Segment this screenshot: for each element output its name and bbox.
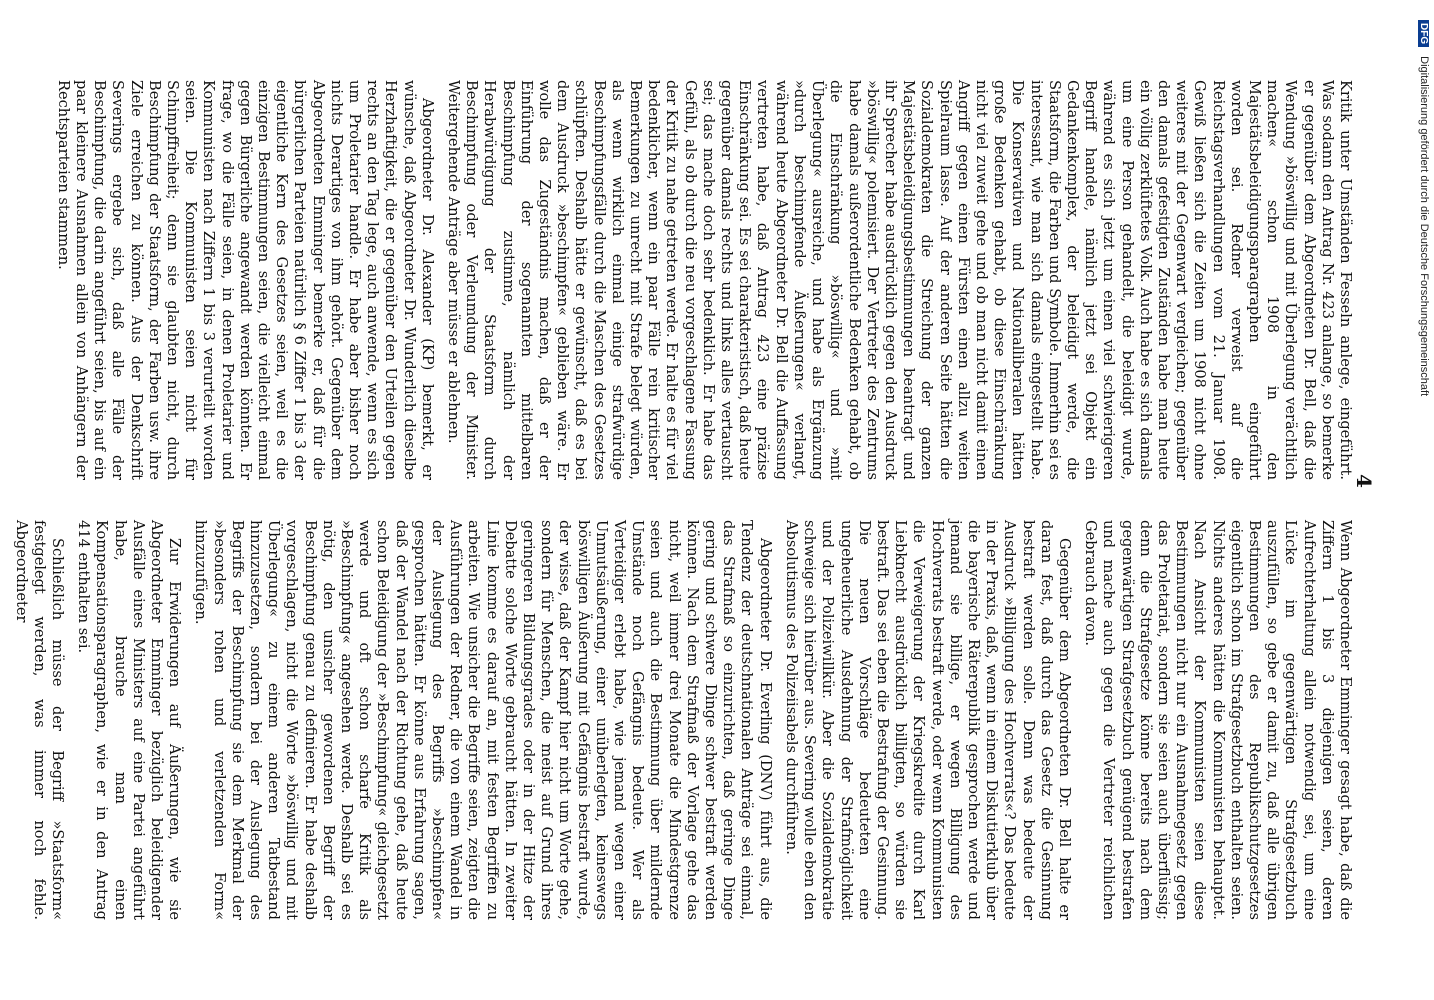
paragraph: Schließlich müsse der Begriff »Staatsform« festgelegt werden, was immer noch fehle. Abgeordneter (12, 520, 66, 920)
left-column (46, 80, 1354, 480)
paragraph: Wenn Abgeordneter Emminger gesagt habe, daß die Ziffern 1 bis 3 diejenigen seien, deren Aufrechterhaltung allein notwendig sei, um eine Lücke im gegenwärtigen Strafgesetzbuch auszufüllen, so gebe er damit zu, daß alle übrigen Bestimmungen des Republikschutzgesetzes eigentlich schon im Strafgesetzbuch enthalten seien. Nichts anderes hätten die Kommunisten behauptet. Nach Ansicht der Kommunisten seien diese Bestimmungen nicht nur ein Ausnahmegesetz gegen das Proletariat, sondern sie seien auch überflüssig; denn die Strafgesetze könne bereits nach dem gegenwärtigen Strafgesetzbuch genügend bestrafen und mache auch gegen die Vertreter reichlichen Gebrauch davon. (1082, 520, 1354, 920)
dfg-logo: DFG (1418, 20, 1429, 47)
document-page (12, 80, 1376, 920)
right-column (3, 520, 1354, 920)
paragraph: Abgeordneter Dr. Everling (DNV) führt aus, die Tendenz der deutschnationalen Anträge sei einmal, das Strafmaß so einzurichten, daß geringe Dinge gering und schwere Dinge schwer bestraft werden können. Nach dem Strafmaß der Vorlage gehe das nicht, weil immer drei Monate die Mindestgrenze seien und auch die Bestimmung über mildernde Umstände noch Gefängnis bedeute. Wer als Verteidiger erlebt habe, wie jemand wegen einer Unmutsäußerung, einer unüberlegten, keineswegs böswilligen Äußerung mit Gefängnis bestraft wurde, der wisse, daß der Kampf hier nicht um Worte gehe, sondern für Menschen, die meist auf Grund ihres geringeren Bildungsgrades oder in der Hitze der Debatte solche Worte gebraucht hätten. In zweiter Linie komme es darauf an, mit festen Begriffen zu arbeiten. Wie unsicher die Begriffe seien, zeigten die Ausführungen der Redner, die von einem Wandel in der Auslegung des Begriffs »beschimpfen« gesprochen hätten. Er könne aus Erfahrung sagen, daß der Wandel nach der Richtung gehe, daß heute schon Beleidigung der »Beschimpfung« gleichgesetzt werde und oft schon scharfe Kritik als »Beschimpfung« angesehen werde. Deshalb sei es nötig, den unsicher gewordenen Begriff der Beschimpfung genau zu definieren. Er habe deshalb vorgeschlagen, nicht die Worte »böswillig und mit Überlegung« zu einem anderen Tatbestand hinzuzusetzen, sondern bei der Auslegung des Begriffs der Beschimpfung sie dem Merkmal der »besonders rohen und verletzenden Form« hinzuzufügen. (192, 520, 774, 920)
paragraph: Abgeordneter Dr. Alexander (KP) bemerkt, er wünsche, daß Abgeordneter Dr. Wunderlich dieselbe Herzhaftigkeit, die er gegenüber den Urteilen gegen rechts an den Tag lege, auch anwende, wenn es sich um Proletarier handle. Er habe aber bisher noch nichts Derartiges von ihm gehört. Gegenüber dem Abgeordneten Emminger bemerke er, daß für die bürgerlichen Parteien natürlich § 6 Ziffer 1 bis 3 der eigentliche Kern des Gesetzes seien, weil es die einzigen Bestimmungen seien, die vielleicht einmal gegen Bürgerliche angewandt werden könnten. Er frage, wo die Fälle seien, in denen Proletarier und Kommunisten nach Ziffern 1 bis 3 verurteilt worden seien. Die Kommunisten seien nicht für Schimpffreiheit; denn sie glaubten nicht, durch Beschimpfung der Staatsform, der Farben usw. ihre Ziele erreichen zu können. Aus der Denkschrift Severings ergebe sich, daß alle Fälle der Beschimpfung, die darin angeführt seien, bis auf ein paar kleinere Ausnahmen allein von Anhängern der Rechtsparteien stammen. (54, 80, 436, 480)
funding-text: Digitalisierung gefördert durch die Deutsche Forschungsgemeinschaft (1418, 56, 1430, 397)
page-number: 4 (1352, 474, 1376, 488)
paragraph: Gegenüber dem Abgeordneten Dr. Bell halte er daran fest, daß durch das Gesetz die Gesinnung bestraft werden solle. Denn was bedeute der Ausdruck »Billigung des Hochverrats«? Das bedeute in der Praxis, daß, wenn in einem Diskutierklub über die bayerische Räterepublik gesprochen werde und jemand sie billige, er wegen Billigung des Hochverrats bestraft werde, oder wenn Kommunisten die Verweigerung der Kriegskredite durch Karl Liebknecht ausdrücklich billigten, so würden sie bestraft. Das sei eben die Bestrafung der Gesinnung. Die neuen Vorschläge bedeuteten eine ungeheuerliche Ausdehnung der Strafmöglichkeit und der Polizeiwillkür. Aber die Sozialdemokratie schweige sich hierüber aus. Severing wolle eben den Absolutismus des Polizeiisabels durchführen. (782, 520, 1073, 920)
paragraph: Zur Erwiderungen auf Äußerungen, wie sie Abgeordneter Emminger bezüglich beleidigender Ausfälle eines Ministers auf eine Partei angeführt habe, brauche man einen Kompensationsparagraphen, wie er in den Antrag 414 enthalten sei. (75, 520, 184, 920)
paragraph: Kritik unter Umständen Fesseln anlege, eingeführt. Was sodann den Antrag Nr. 423 anlange, so bemerke er gegenüber dem Abgeordneten Dr. Bell, daß die Wendung »böswillig und mit Überlegung verächtlich machen« schon 1908 in den Majestätsbeleidigungsparagraphen eingeführt worden sei. Redner verweist auf die Reichstagsverhandlungen vom 21. Januar 1908. Gewiß ließen sich die Zeiten um 1908 nicht ohne weiteres mit der Gegenwart vergleichen; gegenüber den damals gefestigten Zuständen habe man heute ein völlig zerklüftetes Volk. Auch habe es sich damals um eine Person gehandelt, die beleidigt wurde, während es sich jetzt um einen viel schwierigeren Begriff handele, nämlich jetzt sei Objekt ein Gedankenkomplex, der beleidigt werde, die Staatsform, die Farben und Symbole. Immerhin sei es interessant, wie man sich damals eingestellt habe. Die Konservativen und Nationalliberalen hätten große Bedenken gehabt, ob diese Einschränkung nicht viel zuweit gehe und ob man nicht damit einen Angriff gegen einen Fürsten einen allzu weiten Spielraum lasse. Auf der anderen Seite hätten die Sozialdemokraten die Streichung der ganzen Majestätsbeleidigungsbestimmungen beantragt und ihr Sprecher habe ausdrücklich gegen den Ausdruck »böswillig« polemisiert. Der Vertreter des Zentrums habe damals außerordentliche Bedenken gehabt, ob die Einschränkung »böswillig« und »mit Überlegung« ausreiche, und habe als Ergänzung »durch beschimpfende Äußerungen« verlangt, während heute Abgeordneter Dr. Bell die Auffassung vertreten habe, daß Antrag 423 eine präzise Einschränkung sei. Es sei charakteristisch, daß heute gegenüber damals rechts und links alles vertauscht sei; das mache doch sehr bedenklich. Er habe das Gefühl, als ob durch die neu vorgeschlagene Fassung der Kritik zu nahe getreten werde. Er halte es für viel bedenklicher, wenn ein paar Fälle rein kritischer Bemerkungen zu unrecht mit Strafe belegt würden, als wenn wirklich einmal einige strafwürdige Beschimpfungsfälle durch die Maschen des Gesetzes schlüpften. Deshalb hätte er gewünscht, daß es bei dem Ausdruck »beschimpfen« geblieben wäre. Er wolle das Zugeständnis machen, daß er der Einführung der sogenannten mittelbaren Beschimpfung zustimme, nämlich der Herabwürdigung der Staatsform durch Beschimpfung oder Verleumdung der Minister. Weitergehende Anträge aber müsse er ablehnen. (445, 80, 1354, 480)
